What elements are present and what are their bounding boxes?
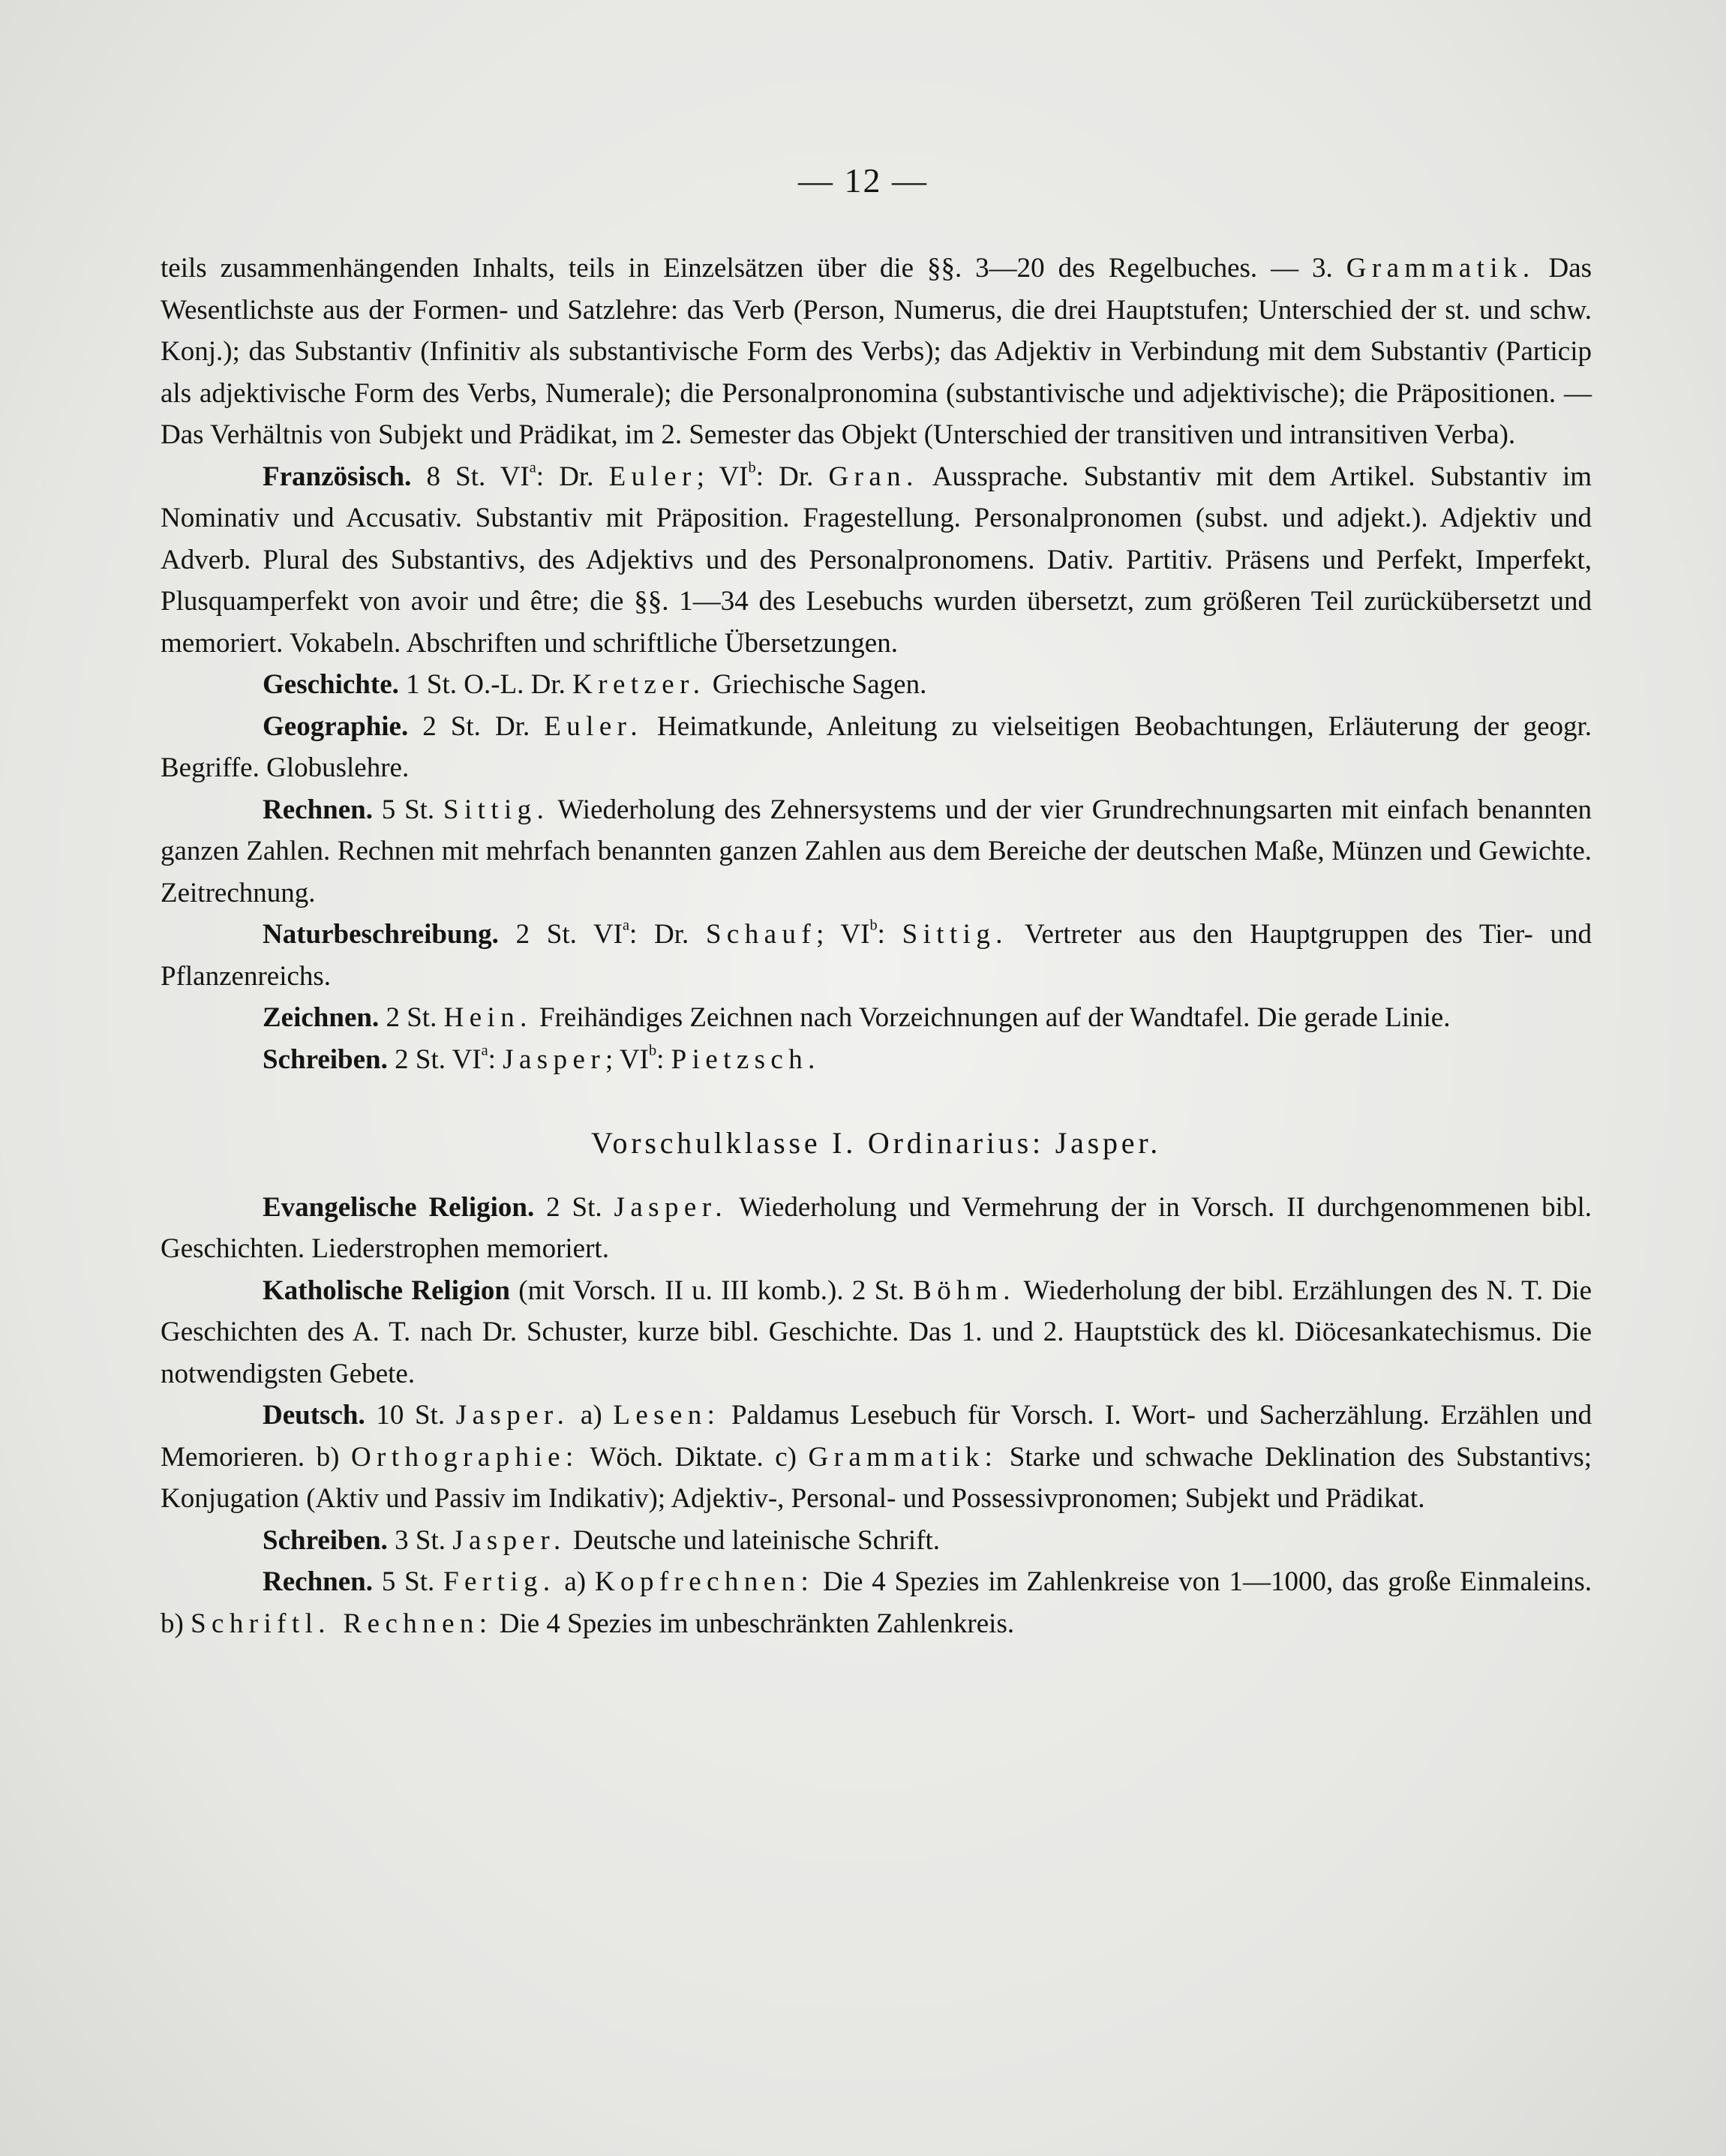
class-superscript-a: a <box>622 917 630 934</box>
text-fragment: 5 St. <box>381 794 435 825</box>
intro-line-1: teils zusammenhängenden Inhalts, teils in Einzelsätzen über die §§. 3—20 des Regelbuches. — 3. <box>161 253 1333 284</box>
text-fragment: : <box>877 919 885 950</box>
intro-paragraph <box>161 248 1592 456</box>
grammatik-label: Grammatik: <box>808 1441 998 1473</box>
teacher-name: Pietzsch. <box>671 1043 821 1075</box>
franzoesisch-heading: Französisch. <box>263 461 412 492</box>
schreiben-paragraph <box>161 1039 1592 1081</box>
text-fragment: 2 St. VI <box>515 919 623 950</box>
teacher-name: Gran. <box>828 461 919 492</box>
schreiben-vorschule-paragraph <box>161 1520 1592 1562</box>
text-fragment: 3 St. <box>395 1524 446 1556</box>
body-text <box>161 248 1592 1644</box>
text-fragment: ; VI <box>605 1043 649 1075</box>
teacher-name: Euler. <box>544 710 643 742</box>
text-fragment: 2 St. <box>546 1191 602 1223</box>
orthographie-label: Orthographie: <box>350 1441 579 1473</box>
teacher-name: Kretzer. <box>572 669 706 700</box>
class-superscript-a: a <box>481 1042 488 1059</box>
page-number: — 12 — <box>798 161 928 200</box>
rechnen-vorschule-paragraph <box>161 1561 1592 1644</box>
rechnen-heading: Rechnen. <box>263 794 373 825</box>
evangelische-religion-text: Wiederholung und Vermehrung der in Vorsch. II durchgenommenen bibl. Geschichten. Liederstrophen memoriert. <box>161 1191 1592 1264</box>
geographie-text: Heimatkunde, Anleitung zu vielseitigen Beobachtungen, Erläuterung der geogr. Begriffe. Globuslehre. <box>161 710 1592 783</box>
deutsch-heading: Deutsch. <box>263 1400 365 1431</box>
katholische-religion-paragraph <box>161 1270 1592 1395</box>
text-fragment: : Dr. <box>629 919 689 950</box>
rechnen-heading: Rechnen. <box>263 1566 373 1597</box>
naturbeschreibung-heading: Naturbeschreibung. <box>263 919 499 950</box>
section-heading-text: Vorschulklasse I. Ordinarius: <box>590 1126 1044 1160</box>
teacher-name: Hein. <box>443 1002 533 1033</box>
text-fragment: : <box>488 1043 496 1075</box>
geschichte-text: Griechische Sagen. <box>712 669 927 700</box>
rechnen-text: Wiederholung des Zehnersystems und der vier Grundrechnungsarten mit einfach benannten ganzen Zahlen. Rechnen mit mehrfach benannten ganzen Zahlen aus dem Bereiche der deutschen Maße, Münzen und Gewichte. Zeitrechnung. <box>161 794 1592 908</box>
teacher-name: Jasper. <box>455 1400 570 1431</box>
text-fragment: Die 4 Spezies im unbeschränkten Zahlenkreis. <box>499 1608 1015 1639</box>
text-fragment: (mit Vorsch. II u. III komb.). 2 St. <box>518 1275 905 1306</box>
kopfrechnen-label: Kopfrechnen: <box>594 1566 815 1597</box>
evangelische-religion-heading: Evangelische Religion. <box>263 1191 535 1223</box>
intro-text: Das Wesentlichste aus der Formen- und Satzlehre: das Verb (Person, Numerus, die drei Hauptstufen; Unterschied der st. und schw. Konj.); das Substantiv (Infinitiv als substantivische Form des Verbs); das Adjektiv in Verbindung mit dem Substantiv (Particip als adjektivische Form des Verbs, Numerale); die Personalpronomina (substantivische und adjektivische); die Präpositionen. — Das Verhältnis von Subjekt und Prädikat, im 2. Semester das Objekt (Unterschied der transitiven und intransitiven Verba). <box>161 253 1592 450</box>
teacher-name: Sittig. <box>443 794 550 825</box>
schreiben-heading: Schreiben. <box>263 1524 388 1556</box>
lesen-label: Lesen: <box>613 1400 721 1431</box>
teacher-name: Euler <box>608 461 697 492</box>
rechnen-paragraph <box>161 789 1592 914</box>
teacher-name: Schauf <box>705 919 817 950</box>
text-fragment: : <box>656 1043 665 1075</box>
text-fragment: Starke und schwache Deklination des Substantivs; Konjugation (Aktiv und Passiv im Indikativ); Adjektiv-, Personal- und Possessivpronomen; Subjekt und Prädikat. <box>161 1441 1592 1514</box>
zeichnen-heading: Zeichnen. <box>263 1002 380 1033</box>
katholische-religion-text: Wiederholung der bibl. Erzählungen des N. T. Die Geschichten des A. T. nach Dr. Schuster, kurze bibl. Geschichte. Das 1. und 2. Hauptstück des kl. Diöcesankatechismus. Die notwendigsten Gebete. <box>161 1275 1592 1389</box>
class-superscript-b: b <box>748 459 756 476</box>
class-superscript-b: b <box>869 917 878 934</box>
geschichte-paragraph <box>161 664 1592 706</box>
katholische-religion-heading: Katholische Religion <box>263 1275 510 1306</box>
text-fragment: Wöch. Diktate. c) <box>590 1441 797 1473</box>
naturbeschreibung-paragraph <box>161 914 1592 997</box>
franzoesisch-paragraph <box>161 456 1592 665</box>
grammatik-label: Grammatik. <box>1346 253 1535 284</box>
text-fragment: a) <box>580 1400 602 1431</box>
text-fragment: : Dr. <box>755 461 814 492</box>
geschichte-heading: Geschichte. <box>263 669 399 700</box>
class-superscript-b: b <box>648 1042 657 1059</box>
naturbeschreibung-text: Vertreter aus den Hauptgruppen des Tier- und Pflanzenreichs. <box>161 919 1592 992</box>
zeichnen-paragraph <box>161 997 1592 1039</box>
text-fragment: ; VI <box>696 461 749 492</box>
schreiben-heading: Schreiben. <box>263 1043 388 1075</box>
evangelische-religion-paragraph <box>161 1187 1592 1270</box>
class-superscript-a: a <box>529 459 536 476</box>
geographie-paragraph <box>161 706 1592 789</box>
text-fragment: 2 St. VI <box>395 1043 482 1075</box>
text-fragment: : Dr. <box>536 461 594 492</box>
franzoesisch-hours: 8 St. VI <box>426 461 530 492</box>
text-fragment: 10 St. <box>376 1400 446 1431</box>
geographie-heading: Geographie. <box>263 710 409 742</box>
schriftl-rechnen-label: Schriftl. Rechnen: <box>191 1608 493 1639</box>
section-heading <box>161 1122 1592 1164</box>
teacher-name: Böhm. <box>913 1275 1016 1306</box>
text-fragment: 5 St. <box>381 1566 435 1597</box>
deutsch-paragraph <box>161 1395 1592 1520</box>
teacher-name: Jasper. <box>614 1191 728 1223</box>
text-fragment: 2 St. Dr. <box>422 710 530 742</box>
ordinarius-name: Jasper. <box>1055 1126 1162 1160</box>
text-fragment: Paldamus Lesebuch für Vorsch. I. Wort- und Sacherzählung. Erzählen und Memorieren. b) <box>161 1400 1592 1473</box>
teacher-name: Jasper <box>503 1043 606 1075</box>
teacher-name: Fertig. <box>443 1566 556 1597</box>
text-fragment: a) <box>564 1566 587 1597</box>
text-fragment: Die 4 Spezies im Zahlenkreise von 1—1000, das große Einmaleins. b) <box>161 1566 1592 1639</box>
teacher-name: Jasper. <box>452 1524 566 1556</box>
text-fragment: 1 St. O.-L. Dr. <box>406 669 566 700</box>
zeichnen-text: Freihändiges Zeichnen nach Vorzeichnungen auf der Wandtafel. Die gerade Linie. <box>539 1002 1451 1033</box>
text-fragment: ; VI <box>816 919 870 950</box>
text-fragment: 2 St. <box>386 1002 437 1033</box>
franzoesisch-text: Aussprache. Substantiv mit dem Artikel. Substantiv im Nominativ und Accusativ. Substantiv mit Präposition. Fragestellung. Personalpronomen (subst. und adjekt.). Adjektiv und Adverb. Plural des Substantivs, des Adjektivs und des Personalpronomens. Dativ. Partitiv. Präsens und Perfekt, Imperfekt, Plusquamperfekt von avoir und être; die §§. 1—34 des Lesebuchs wurden übersetzt, zum größeren Teil zurückübersetzt und memoriert. Vokabeln. Abschriften und schriftliche Übersetzungen. <box>161 461 1592 659</box>
schreiben-text: Deutsche und lateinische Schrift. <box>572 1524 941 1556</box>
teacher-name: Sittig. <box>902 919 1008 950</box>
